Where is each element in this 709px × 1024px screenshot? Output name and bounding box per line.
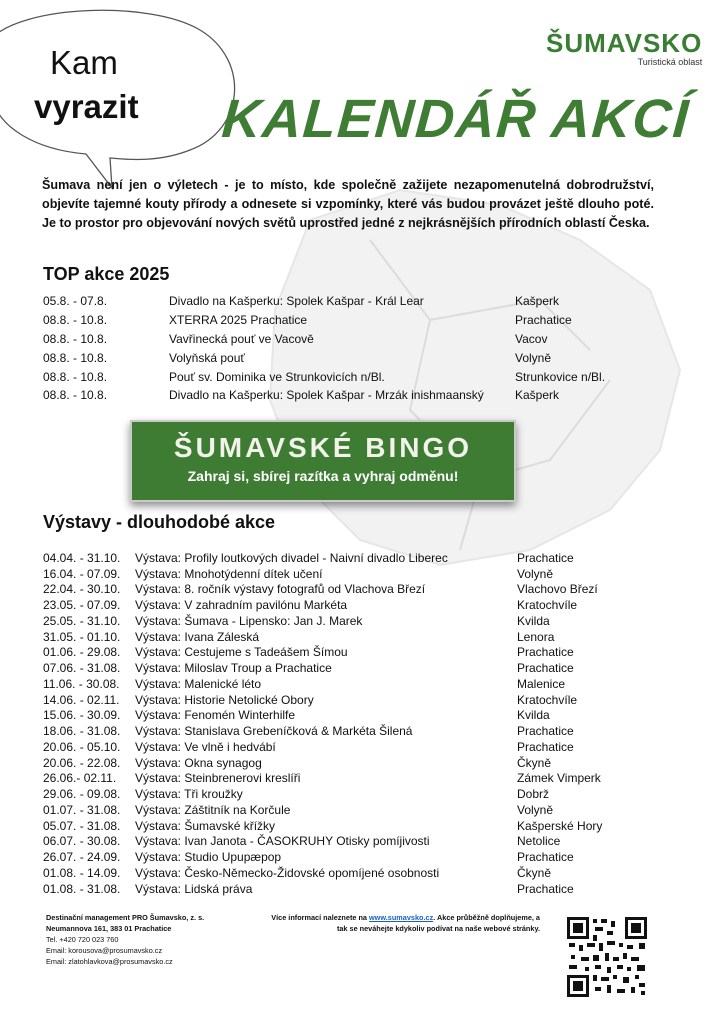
exhibition-name: Výstava: Okna synagog <box>135 755 262 770</box>
exhibition-date: 11.06. - 30.08. <box>43 676 120 691</box>
exhibition-date: 31.05. - 01.10. <box>43 629 121 644</box>
exhibition-row <box>43 739 663 755</box>
exhibition-row <box>43 645 663 661</box>
exhibition-name: Výstava: Fenomén Winterhilfe <box>135 708 296 723</box>
event-name: Divadlo na Kašperku: Spolek Kašpar - Mrzák inishmaanský <box>169 388 484 403</box>
exhibition-date: 20.06. - 05.10. <box>43 739 121 754</box>
event-name: Volyňská pouť <box>169 350 245 365</box>
footer-info <box>264 912 540 934</box>
event-date: 08.8. - 10.8. <box>43 350 108 365</box>
event-place: Prachatice <box>515 313 572 328</box>
exhibition-name: Výstava: 8. ročník výstavy fotografů od Vlachova Březí <box>135 582 426 597</box>
exhibition-name: Výstava: Mnohotýdenní dítek učení <box>135 566 323 581</box>
exhibition-row <box>43 723 663 739</box>
exhibition-row <box>43 676 663 692</box>
exhibition-row <box>43 597 663 613</box>
exhibition-date: 01.06. - 29.08. <box>43 645 121 660</box>
exhibition-date: 04.04. - 31.10. <box>43 550 121 565</box>
top-event-row <box>43 386 663 405</box>
top-events-heading: TOP akce 2025 <box>43 264 170 284</box>
exhibition-place: Kvilda <box>517 613 550 628</box>
exhibition-row <box>43 550 663 566</box>
exhibition-name: Výstava: Záštitník na Korčule <box>135 802 291 817</box>
exhibition-name: Výstava: Stanislava Grebeníčková & Markéta Šilená <box>135 724 413 739</box>
banner-title: ŠUMAVSKÉ BINGO <box>173 432 473 463</box>
event-date: 08.8. - 10.8. <box>43 313 108 328</box>
exhibition-name: Výstava: Ivana Záleská <box>135 629 260 644</box>
exhibition-date: 23.05. - 07.09. <box>43 598 121 613</box>
exhibition-row <box>43 613 663 629</box>
footer-email-2: Email: zlatohlavkova@prosumavsko.cz <box>46 957 173 966</box>
exhibition-date: 20.06. - 22.08. <box>43 755 121 770</box>
exhibition-name: Výstava: Miloslav Troup a Prachatice <box>135 661 332 676</box>
exhibition-row <box>43 834 663 850</box>
exhibition-name: Výstava: Profily loutkových divadel - Naivní divadlo Liberec <box>135 550 448 565</box>
exhibition-place: Kratochvíle <box>517 692 578 707</box>
exhibition-name: Výstava: Šumavské křížky <box>135 818 276 833</box>
exhibition-place: Netolice <box>517 834 561 849</box>
exhibition-date: 26.06.- 02.11. <box>43 771 117 786</box>
exhibition-name: Výstava: Česko-Německo-Židovské opomíjené osobnosti <box>135 865 440 880</box>
top-event-row <box>43 367 663 386</box>
logo-subtitle: Turistická oblast <box>637 57 703 67</box>
exhibition-date: 06.07. - 30.08. <box>43 834 121 849</box>
exhibition-name: Výstava: Lidská práva <box>135 881 253 896</box>
exhibition-row <box>43 818 663 834</box>
exhibition-date: 01.07. - 31.08. <box>43 802 121 817</box>
exhibition-place: Vlachovo Březí <box>517 582 598 597</box>
exhibition-date: 29.06. - 09.08. <box>43 787 121 802</box>
exhibition-date: 07.06. - 31.08. <box>43 661 121 676</box>
exhibition-place: Prachatice <box>517 645 574 660</box>
exhibition-name: Výstava: Studio Upupæpop <box>135 850 282 865</box>
event-place: Volyně <box>515 350 552 365</box>
exhibition-place: Malenice <box>517 676 566 691</box>
intro-paragraph: Šumava není jen o výletech - je to místo, kde společně zažijete nezapomenutelná dobrodružství, objevíte tajemné kouty přírody a odnesete si vzpomínky, které vás budou provázet ještě dlouho poté. Je to prostor pro objevování nových světů uprostřed jedné z nejkrásnějších přírodních oblastí Česka. <box>42 178 654 230</box>
exhibition-date: 26.07. - 24.09. <box>43 850 121 865</box>
qr-code[interactable] <box>567 917 647 997</box>
top-events-list <box>43 292 663 405</box>
exhibition-place: Volyně <box>517 802 554 817</box>
footer-phone: Tel. +420 720 023 760 <box>46 935 119 944</box>
sumavske-bingo-banner[interactable] <box>130 420 516 502</box>
page-title: KALENDÁŘ AKCÍ <box>219 89 692 149</box>
banner-subtitle: Zahraj si, sbírej razítka a vyhraj odměnu! <box>187 468 459 484</box>
exhibition-name: Výstava: Steinbrenerovi kreslíři <box>135 771 301 786</box>
exhibition-date: 16.04. - 07.09. <box>43 566 121 581</box>
exhibition-place: Zámek Vimperk <box>517 771 601 786</box>
event-place: Strunkovice n/Bl. <box>515 369 606 384</box>
exhibition-place: Kašperské Hory <box>517 818 603 833</box>
exhibition-row <box>43 755 663 771</box>
exhibition-place: Lenora <box>517 629 555 644</box>
exhibition-row <box>43 786 663 802</box>
event-date: 08.8. - 10.8. <box>43 331 108 346</box>
event-place: Kašperk <box>515 388 560 403</box>
exhibition-row <box>43 692 663 708</box>
bubble-text-kam: Kam <box>50 44 118 81</box>
exhibition-date: 15.06. - 30.09. <box>43 708 121 723</box>
exhibition-place: Čkyně <box>517 755 552 770</box>
top-event-row <box>43 311 663 330</box>
event-date: 08.8. - 10.8. <box>43 388 108 403</box>
exhibition-date: 25.05. - 31.10. <box>43 613 121 628</box>
logo-name: ŠUMAVSKO <box>546 28 703 58</box>
exhibition-place: Prachatice <box>517 739 574 754</box>
top-event-row <box>43 330 663 349</box>
exhibition-name: Výstava: Malenické léto <box>135 676 262 691</box>
exhibition-date: 01.08. - 14.09. <box>43 865 121 880</box>
exhibition-name: Výstava: Ve vlně i hedvábí <box>135 739 276 754</box>
event-name: Vavřinecká pouť ve Vacově <box>169 331 314 346</box>
exhibition-row <box>43 708 663 724</box>
footer-contact <box>46 912 204 967</box>
exhibition-date: 05.07. - 31.08. <box>43 818 121 833</box>
exhibition-row <box>43 629 663 645</box>
exhibitions-list <box>43 550 663 897</box>
event-date: 08.8. - 10.8. <box>43 369 108 384</box>
event-place: Kašperk <box>515 294 560 309</box>
exhibition-row <box>43 881 663 897</box>
exhibition-name: Výstava: V zahradním pavilónu Markéta <box>135 598 348 613</box>
event-date: 05.8. - 07.8. <box>43 294 108 309</box>
exhibition-row <box>43 802 663 818</box>
top-event-row <box>43 348 663 367</box>
event-name: Pouť sv. Dominika ve Strunkovicích n/Bl. <box>169 369 385 384</box>
exhibition-row <box>43 660 663 676</box>
exhibition-row <box>43 582 663 598</box>
exhibition-place: Prachatice <box>517 881 574 896</box>
event-place: Vacov <box>515 331 548 346</box>
exhibition-date: 01.08. - 31.08. <box>43 881 121 896</box>
exhibitions-heading: Výstavy - dlouhodobé akce <box>43 512 276 532</box>
bubble-text-vyrazit: vyrazit <box>34 88 139 125</box>
exhibition-place: Prachatice <box>517 661 574 676</box>
exhibition-place: Dobrž <box>517 787 550 802</box>
exhibition-place: Kvilda <box>517 708 550 723</box>
exhibition-place: Prachatice <box>517 850 574 865</box>
exhibition-place: Čkyně <box>517 865 552 880</box>
exhibition-name: Výstava: Historie Netolické Obory <box>135 692 314 707</box>
exhibition-place: Kratochvíle <box>517 598 578 613</box>
exhibition-name: Výstava: Šumava - Lipensko: Jan J. Marek <box>135 613 363 628</box>
event-name: Divadlo na Kašperku: Spolek Kašpar - Král Lear <box>169 294 424 309</box>
footer-email-1: Email: korousova@prosumavsko.cz <box>46 946 163 955</box>
exhibition-date: 22.04. - 30.10. <box>43 582 121 597</box>
sumavsko-logo <box>546 28 702 67</box>
event-name: XTERRA 2025 Prachatice <box>169 313 308 328</box>
exhibition-place: Volyně <box>517 566 554 581</box>
exhibition-name: Výstava: Ivan Janota - ČASOKRUHY Otisky pomíjivosti <box>135 834 430 849</box>
exhibition-name: Výstava: Tři kroužky <box>135 787 243 802</box>
footer-org: Destinační management PRO Šumavsko, z. s. <box>46 913 205 922</box>
top-event-row <box>43 292 663 311</box>
exhibition-row <box>43 849 663 865</box>
exhibition-row <box>43 865 663 881</box>
exhibition-row <box>43 771 663 787</box>
exhibition-place: Prachatice <box>517 550 574 565</box>
exhibition-date: 14.06. - 02.11. <box>43 692 120 707</box>
exhibition-place: Prachatice <box>517 724 574 739</box>
footer-info-prefix: Více informací naleznete na <box>271 913 369 922</box>
footer-info-suffix: . Akce průběžně doplňujeme, a tak se neváhejte kdykoliv podívat na naše webové stránky. <box>336 913 540 933</box>
footer-address: Neumannova 161, 383 01 Prachatice <box>46 924 172 933</box>
exhibition-date: 18.06. - 31.08. <box>43 724 121 739</box>
exhibition-name: Výstava: Cestujeme s Tadeášem Šímou <box>135 645 348 660</box>
exhibition-row <box>43 566 663 582</box>
website-link[interactable]: www.sumavsko.cz <box>369 913 434 922</box>
